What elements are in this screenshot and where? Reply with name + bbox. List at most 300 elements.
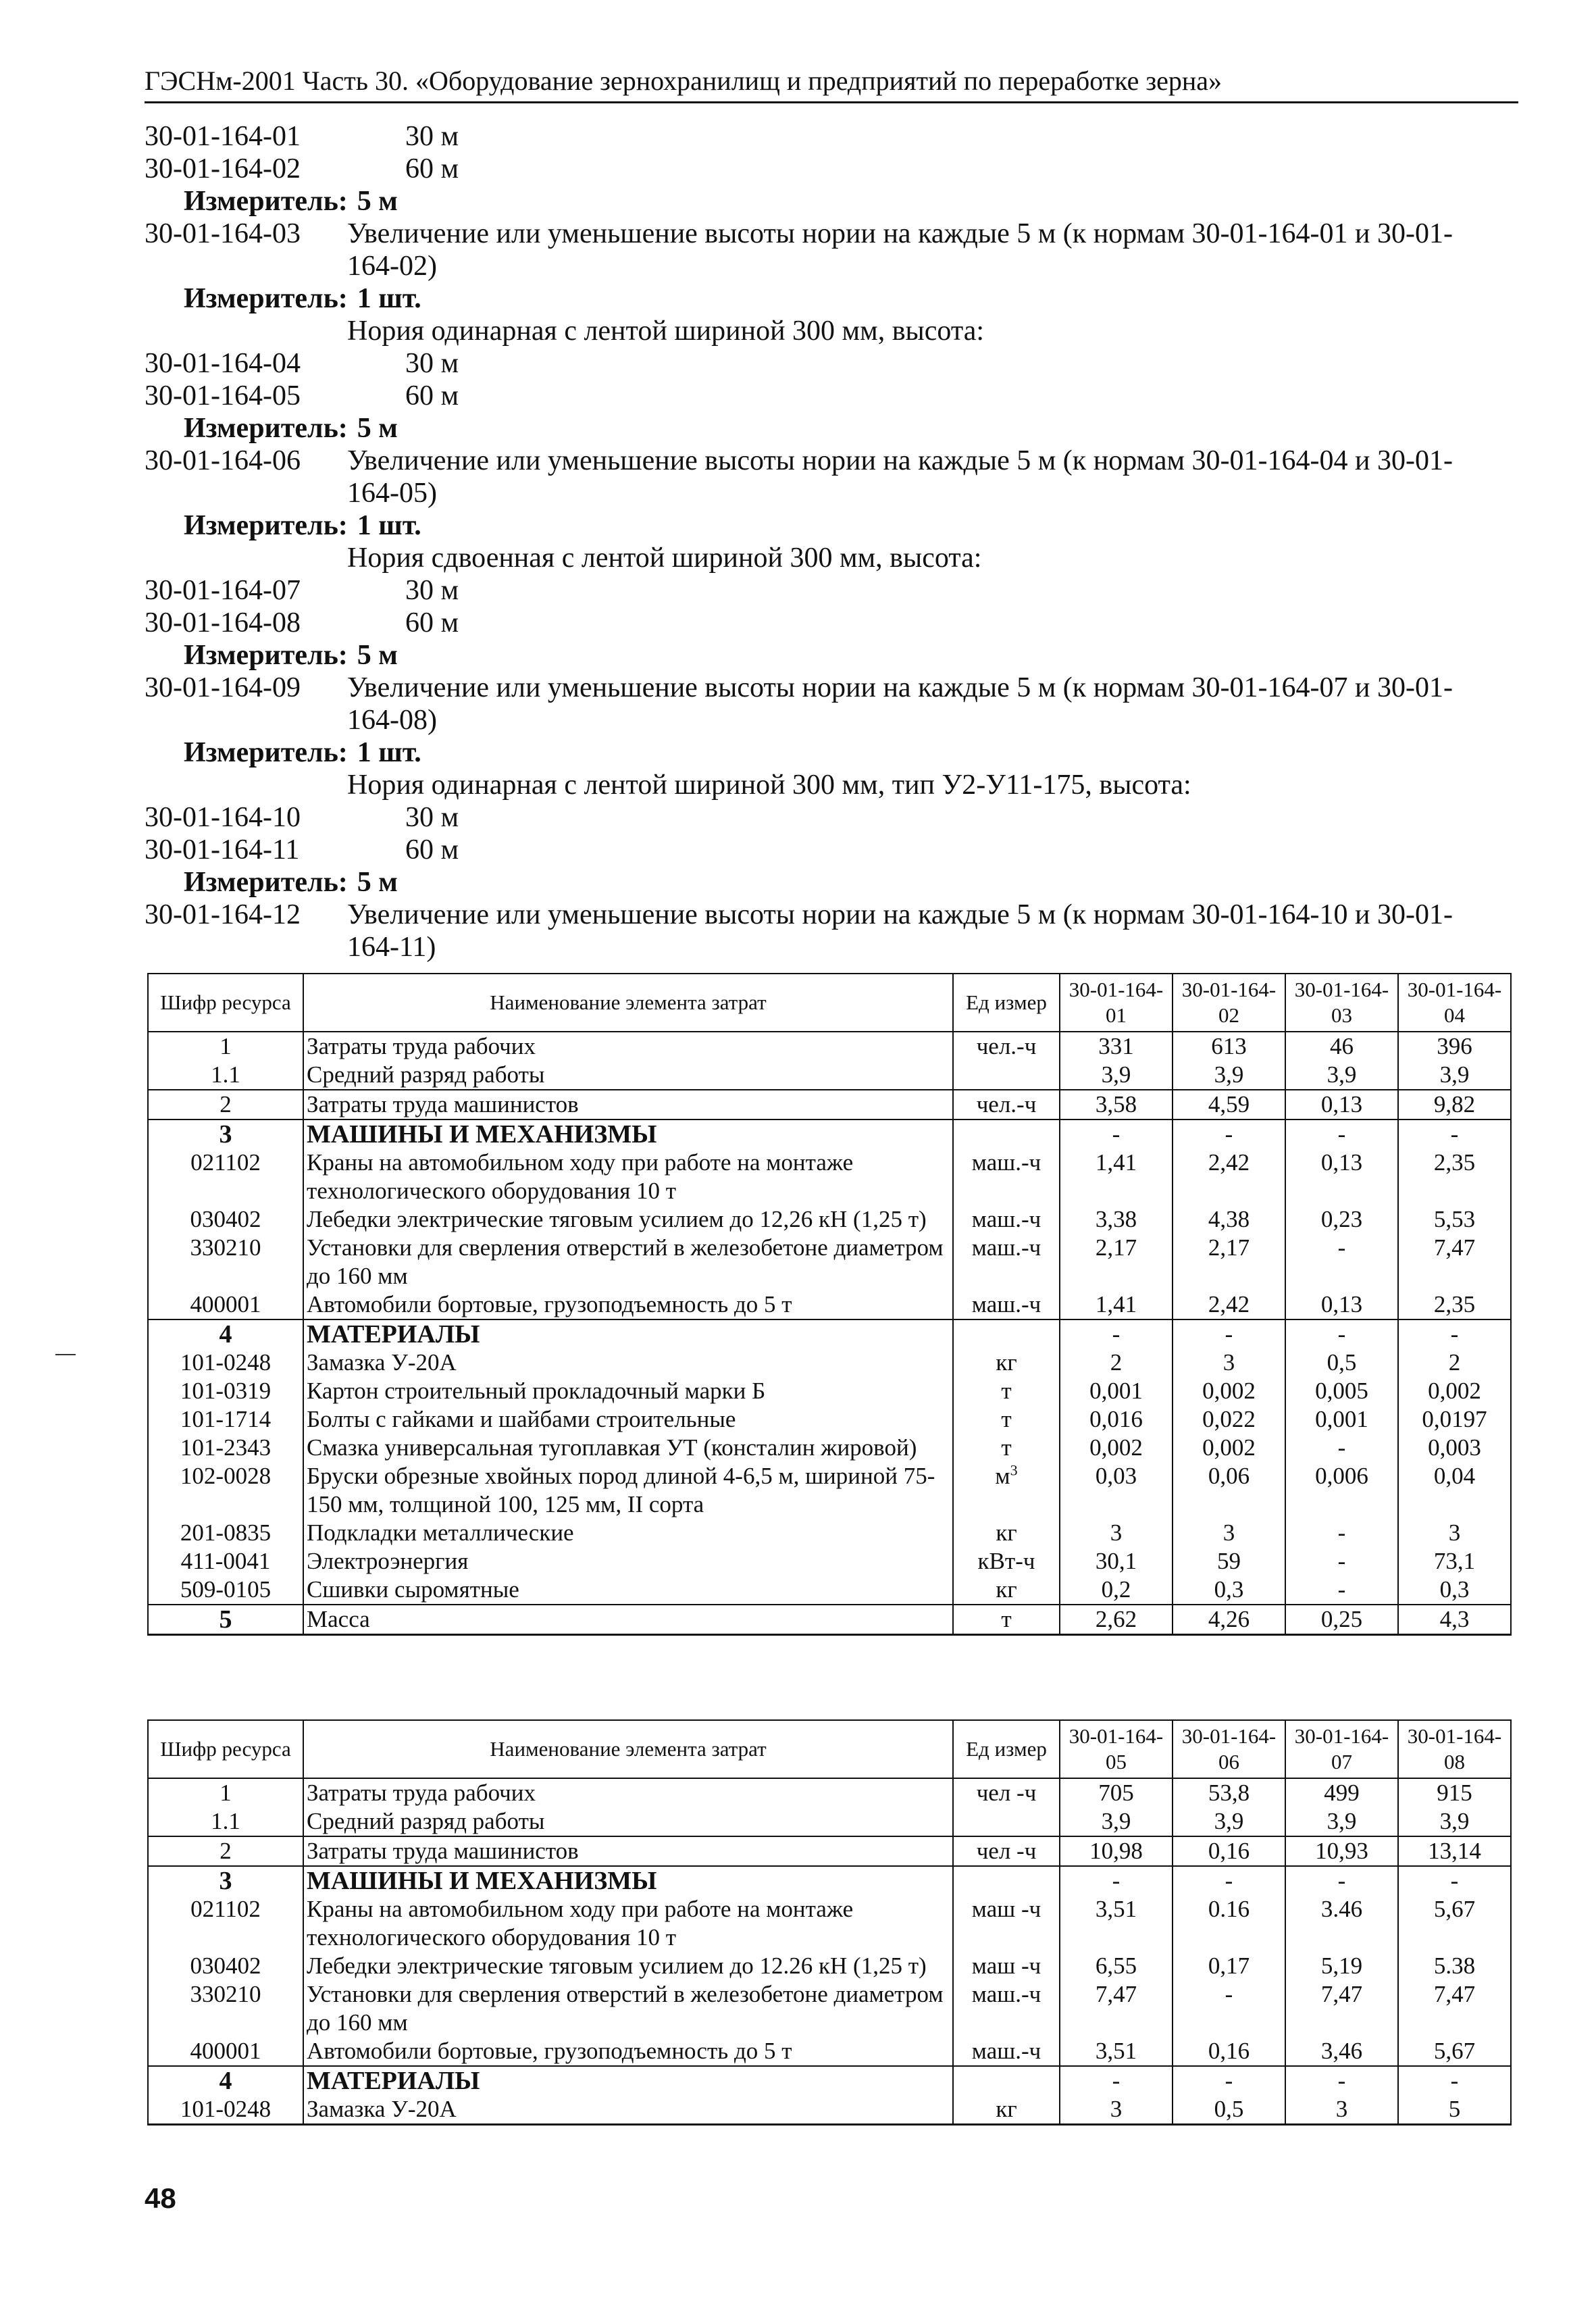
norm-code: 30-01-164-12 (145, 899, 301, 930)
norm-name: 30 м (405, 575, 459, 606)
cell-value: 3 (1060, 1519, 1173, 1547)
cell-value: 2 (1398, 1349, 1511, 1377)
cell-value: 0,003 (1398, 1434, 1511, 1462)
header-divider (145, 101, 1518, 103)
cell-value: 4,3 (1398, 1605, 1511, 1635)
measure-unit (145, 736, 1518, 769)
measure-value: 1 шт. (357, 283, 421, 314)
cell-value: 0,005 (1285, 1377, 1398, 1405)
table-row (148, 1234, 1511, 1290)
cell-value: 0,3 (1173, 1576, 1285, 1605)
cell-code: 1.1 (148, 1807, 303, 1836)
cell-value: 7,47 (1285, 1980, 1398, 2037)
cell-value: 3,9 (1173, 1807, 1285, 1836)
cell-name: Затраты труда машинистов (303, 1090, 953, 1120)
cell-unit (953, 1061, 1060, 1090)
cell-unit: маш.-ч (953, 1205, 1060, 1234)
measure-value: 5 м (357, 413, 398, 444)
table-row (148, 1836, 1511, 1866)
cell-unit (953, 1807, 1060, 1836)
table-row (148, 1807, 1511, 1836)
cell-code: 102-0028 (148, 1462, 303, 1519)
cell-value: 2,62 (1060, 1605, 1173, 1635)
cell-unit: маш.-ч (953, 1290, 1060, 1319)
cell-name: Автомобили бортовые, грузоподъемность до 5 т (303, 2037, 953, 2066)
cell-value: 10,98 (1060, 1836, 1173, 1866)
norm-30-01-164-12 (145, 899, 1518, 931)
cell-value: 4,59 (1173, 1090, 1285, 1120)
cell-value: - (1060, 1120, 1173, 1149)
cell-value: 5,67 (1398, 1895, 1511, 1952)
norm-code: 30-01-164-01 (145, 121, 301, 152)
measure-unit (145, 866, 1518, 899)
norm-30-01-164-11 (145, 834, 1518, 866)
cell-code: 101-0248 (148, 1349, 303, 1377)
cell-value: 7,47 (1060, 1980, 1173, 2037)
cell-code: 1 (148, 1032, 303, 1061)
table-row (148, 1778, 1511, 1807)
cell-value: 4,38 (1173, 1205, 1285, 1234)
measure-label: Измеритель: (184, 867, 348, 898)
table-row (148, 1149, 1511, 1205)
cell-value: - (1060, 2066, 1173, 2095)
cell-code: 4 (148, 2066, 303, 2095)
norm-name: 60 м (405, 153, 459, 184)
cell-name: Смазка универсальная тугоплавкая УТ (консталин жировой) (303, 1434, 953, 1462)
table-row (148, 1349, 1511, 1377)
cell-value: 0,016 (1060, 1405, 1173, 1434)
cell-code: 5 (148, 1605, 303, 1635)
norm-code: 30-01-164-08 (145, 607, 301, 638)
cell-value: - (1060, 1866, 1173, 1895)
norm-text-continued: 164-11) (347, 932, 436, 963)
page-header-title: ГЭСНм-2001 Часть 30. «Оборудование зернохранилищ и предприятий по переработке зерна» (145, 66, 1222, 96)
cell-value: 3 (1285, 2095, 1398, 2125)
cell-unit: кВт-ч (953, 1547, 1060, 1576)
cell-value: 0,04 (1398, 1462, 1511, 1519)
cell-value: 5 (1398, 2095, 1511, 2125)
cell-name: МАШИНЫ И МЕХАНИЗМЫ (303, 1120, 953, 1149)
cell-value: 7,47 (1398, 1234, 1511, 1290)
cell-value: - (1398, 1319, 1511, 1349)
cell-value: 3,51 (1060, 1895, 1173, 1952)
cell-value: 3 (1398, 1519, 1511, 1547)
table-section-row (148, 1866, 1511, 1895)
cell-code: 1 (148, 1778, 303, 1807)
cell-unit: маш.-ч (953, 1980, 1060, 2037)
norm-code: 30-01-164-10 (145, 802, 301, 833)
cell-name: Установки для сверления отверстий в железобетоне диаметром до 160 мм (303, 1234, 953, 1290)
measure-label: Измеритель: (184, 510, 348, 541)
table-row (148, 1462, 1511, 1519)
norm-name: 60 м (405, 834, 459, 865)
cell-unit: маш.-ч (953, 2037, 1060, 2066)
cell-name: Лебедки электрические тяговым усилием до 12.26 кН (1,25 т) (303, 1952, 953, 1980)
cell-value: 13,14 (1398, 1836, 1511, 1866)
cell-value: 0,022 (1173, 1405, 1285, 1434)
cell-value: 0,13 (1285, 1290, 1398, 1319)
cell-value: 0,002 (1173, 1377, 1285, 1405)
col-header-unit: Ед измер (953, 1720, 1060, 1778)
cell-code: 030402 (148, 1952, 303, 1980)
measure-value: 1 шт. (357, 510, 421, 541)
cell-code: 021102 (148, 1895, 303, 1952)
cell-value: 0,06 (1173, 1462, 1285, 1519)
cell-value: 613 (1173, 1032, 1285, 1061)
table-row (148, 1895, 1511, 1952)
cell-value: 915 (1398, 1778, 1511, 1807)
cell-name: Картон строительный прокладочный марки Б (303, 1377, 953, 1405)
cell-code: 1.1 (148, 1061, 303, 1090)
cell-value: 705 (1060, 1778, 1173, 1807)
cell-value: 396 (1398, 1032, 1511, 1061)
cell-value: 0,13 (1285, 1149, 1398, 1205)
cell-code: 2 (148, 1090, 303, 1120)
table-row (148, 1032, 1511, 1061)
cell-name: Установки для сверления отверстий в железобетоне диаметром до 160 мм (303, 1980, 953, 2037)
cell-code: 4 (148, 1319, 303, 1349)
col-header-name: Наименование элемента затрат (303, 974, 953, 1032)
cell-unit: чел.-ч (953, 1090, 1060, 1120)
cell-value: 499 (1285, 1778, 1398, 1807)
cell-name: Замазка У-20А (303, 1349, 953, 1377)
norm-30-01-164-08 (145, 607, 1518, 639)
cell-value: - (1285, 1576, 1398, 1605)
cell-value: 0,001 (1060, 1377, 1173, 1405)
cell-value: 3,9 (1285, 1807, 1398, 1836)
table-row (148, 1547, 1511, 1576)
cell-unit: т (953, 1434, 1060, 1462)
cell-value: - (1398, 1120, 1511, 1149)
table-row (148, 1519, 1511, 1547)
cell-name: Затраты труда рабочих (303, 1778, 953, 1807)
cell-unit: кг (953, 1576, 1060, 1605)
measure-unit (145, 282, 1518, 315)
col-header-unit: Ед измер (953, 974, 1060, 1032)
col-header-code: Шифр ресурса (148, 974, 303, 1032)
cell-value: 6,55 (1060, 1952, 1173, 1980)
col-header-code: Шифр ресурса (148, 1720, 303, 1778)
cell-value: 3,9 (1060, 1061, 1173, 1090)
norm-name: 60 м (405, 607, 459, 638)
cell-value: 0,5 (1285, 1349, 1398, 1377)
cell-value: - (1173, 1980, 1285, 2037)
measure-value: 1 шт. (357, 737, 421, 768)
cell-name: Краны на автомобильном ходу при работе на монтаже технологического оборудования 10 т (303, 1895, 953, 1952)
cell-code: 201-0835 (148, 1519, 303, 1547)
col-header-norm: 30-01-164-07 (1285, 1720, 1398, 1778)
cell-value: 10,93 (1285, 1836, 1398, 1866)
cell-value: 0,002 (1398, 1377, 1511, 1405)
cell-code: 101-1714 (148, 1405, 303, 1434)
cell-name: Затраты труда рабочих (303, 1032, 953, 1061)
cell-unit: кг (953, 1349, 1060, 1377)
unit-superscript: 3 (1010, 1461, 1018, 1479)
norm-30-01-164-02 (145, 153, 1518, 185)
table-row (148, 1952, 1511, 1980)
measure-label: Измеритель: (184, 737, 348, 768)
cell-value: 1,41 (1060, 1149, 1173, 1205)
col-header-norm: 30-01-164-03 (1285, 974, 1398, 1032)
cell-value: 5,53 (1398, 1205, 1511, 1234)
norm-text: Увеличение или уменьшение высоты нории на каждые 5 м (к нормам 30-01-164-10 и 30-01- (347, 899, 1453, 930)
cell-value: 2,17 (1060, 1234, 1173, 1290)
cell-unit (953, 1866, 1060, 1895)
cell-unit: чел -ч (953, 1836, 1060, 1866)
col-header-norm: 30-01-164-01 (1060, 974, 1173, 1032)
measure-unit (145, 412, 1518, 445)
table-header-row (148, 974, 1511, 1032)
cell-name: Электроэнергия (303, 1547, 953, 1576)
cell-value: 4,26 (1173, 1605, 1285, 1635)
cell-value: 59 (1173, 1547, 1285, 1576)
cell-value: 53,8 (1173, 1778, 1285, 1807)
table-row (148, 1090, 1511, 1120)
table-header-row (148, 1720, 1511, 1778)
table-row (148, 1605, 1511, 1635)
cell-name: Бруски обрезные хвойных пород длиной 4-6,5 м, шириной 75-150 мм, толщиной 100, 125 мм, II сорта (303, 1462, 953, 1519)
table-section-row (148, 1319, 1511, 1349)
cell-value: - (1285, 1866, 1398, 1895)
cell-value: - (1285, 1120, 1398, 1149)
cell-value: 3,9 (1285, 1061, 1398, 1090)
norm-name: 30 м (405, 121, 459, 152)
cell-value: - (1173, 1319, 1285, 1349)
cell-value: 3,38 (1060, 1205, 1173, 1234)
cell-unit: т (953, 1405, 1060, 1434)
cell-code: 101-2343 (148, 1434, 303, 1462)
cell-value: 0,0197 (1398, 1405, 1511, 1434)
cell-name: Лебедки электрические тяговым усилием до 12,26 кН (1,25 т) (303, 1205, 953, 1234)
cell-value: 46 (1285, 1032, 1398, 1061)
cell-value: 3 (1173, 1349, 1285, 1377)
norm-30-01-164-04 (145, 347, 1518, 380)
col-header-name: Наименование элемента затрат (303, 1720, 953, 1778)
cell-unit (953, 2066, 1060, 2095)
measure-label: Измеритель: (184, 186, 348, 217)
table-row (148, 1980, 1511, 2037)
measure-unit (145, 639, 1518, 672)
cell-unit: чел.-ч (953, 1032, 1060, 1061)
cell-unit: т (953, 1377, 1060, 1405)
cell-code: 411-0041 (148, 1547, 303, 1576)
cell-unit: кг (953, 1519, 1060, 1547)
table-row (148, 1434, 1511, 1462)
norm-text-continued: 164-02) (347, 251, 437, 282)
cell-unit: маш.-ч (953, 1234, 1060, 1290)
cell-value: - (1173, 1866, 1285, 1895)
norm-group-description: Нория одинарная с лентой шириной 300 мм, высота: (347, 316, 985, 347)
scan-edge-mark (55, 1354, 76, 1355)
cell-value: 3 (1060, 2095, 1173, 2125)
cell-value: 2,17 (1173, 1234, 1285, 1290)
cell-value: 0,25 (1285, 1605, 1398, 1635)
cell-name: Средний разряд работы (303, 1807, 953, 1836)
cell-value: 3 (1173, 1519, 1285, 1547)
cell-name: МАТЕРИАЛЫ (303, 1319, 953, 1349)
cell-name: Средний разряд работы (303, 1061, 953, 1090)
cell-value: 3,9 (1398, 1061, 1511, 1090)
col-header-norm: 30-01-164-02 (1173, 974, 1285, 1032)
col-header-norm: 30-01-164-05 (1060, 1720, 1173, 1778)
cell-name: Краны на автомобильном ходу при работе на монтаже технологического оборудования 10 т (303, 1149, 953, 1205)
measure-label: Измеритель: (184, 413, 348, 444)
table-section-row (148, 1120, 1511, 1149)
norm-30-01-164-01 (145, 120, 1518, 153)
cell-value: 0,16 (1173, 1836, 1285, 1866)
unit-text: м (995, 1463, 1010, 1489)
table-row (148, 2095, 1511, 2125)
norm-text: Увеличение или уменьшение высоты нории на каждые 5 м (к нормам 30-01-164-07 и 30-01- (347, 672, 1453, 703)
cell-name: МАТЕРИАЛЫ (303, 2066, 953, 2095)
cell-value: - (1285, 1434, 1398, 1462)
cell-code: 021102 (148, 1149, 303, 1205)
cell-value: 331 (1060, 1032, 1173, 1061)
cell-value: 0,03 (1060, 1462, 1173, 1519)
cell-value: 9,82 (1398, 1090, 1511, 1120)
cell-unit (953, 1120, 1060, 1149)
cell-code: 030402 (148, 1205, 303, 1234)
cell-value: 3,9 (1173, 1061, 1285, 1090)
cell-value: 2,35 (1398, 1290, 1511, 1319)
cell-code: 400001 (148, 2037, 303, 2066)
table-row (148, 1205, 1511, 1234)
table-section-row (148, 2066, 1511, 2095)
cell-code: 330210 (148, 1980, 303, 2037)
norm-30-01-164-03 (145, 218, 1518, 250)
cell-value: 5,19 (1285, 1952, 1398, 1980)
norm-30-01-164-10 (145, 801, 1518, 834)
cost-table-2 (147, 1719, 1512, 2126)
table-row (148, 1377, 1511, 1405)
measure-label: Измеритель: (184, 640, 348, 671)
cell-code: 3 (148, 1120, 303, 1149)
cell-value: 3,46 (1285, 2037, 1398, 2066)
cell-value: 3,58 (1060, 1090, 1173, 1120)
table-row (148, 2037, 1511, 2066)
table-row (148, 1061, 1511, 1090)
cell-value: 1,41 (1060, 1290, 1173, 1319)
cell-code: 2 (148, 1836, 303, 1866)
cell-value: 30,1 (1060, 1547, 1173, 1576)
cell-value: 5.38 (1398, 1952, 1511, 1980)
cell-value: 3,9 (1060, 1807, 1173, 1836)
measure-unit (145, 509, 1518, 542)
norm-code: 30-01-164-09 (145, 672, 301, 703)
cell-value: - (1285, 2066, 1398, 2095)
cell-value: - (1060, 1319, 1173, 1349)
norm-30-01-164-09 (145, 672, 1518, 704)
cell-value: 2,42 (1173, 1149, 1285, 1205)
cell-value: 73,1 (1398, 1547, 1511, 1576)
cell-value: - (1285, 1547, 1398, 1576)
cell-value: 0,16 (1173, 2037, 1285, 2066)
cell-name: Сшивки сыромятные (303, 1576, 953, 1605)
cell-code: 101-0319 (148, 1377, 303, 1405)
norm-30-01-164-06 (145, 445, 1518, 477)
col-header-norm: 30-01-164-04 (1398, 974, 1511, 1032)
cell-value: 2 (1060, 1349, 1173, 1377)
page-number: 48 (145, 2182, 176, 2214)
cell-value: - (1285, 1319, 1398, 1349)
cell-name: МАШИНЫ И МЕХАНИЗМЫ (303, 1866, 953, 1895)
cell-value: 3,9 (1398, 1807, 1511, 1836)
cost-table-1 (147, 973, 1512, 1636)
measure-value: 5 м (357, 867, 398, 898)
cell-value: 0,001 (1285, 1405, 1398, 1434)
cell-value: 0,006 (1285, 1462, 1398, 1519)
cell-value: 2,35 (1398, 1149, 1511, 1205)
norm-30-01-164-05 (145, 380, 1518, 412)
measure-value: 5 м (357, 640, 398, 671)
cell-unit (953, 1462, 1060, 1519)
norm-30-01-164-07 (145, 574, 1518, 607)
cell-unit: маш.-ч (953, 1149, 1060, 1205)
cell-name: Замазка У-20А (303, 2095, 953, 2125)
norm-name: 60 м (405, 380, 459, 411)
cell-value: 3,51 (1060, 2037, 1173, 2066)
measure-value: 5 м (357, 186, 398, 217)
cell-value: 0,17 (1173, 1952, 1285, 1980)
cell-value: 0,2 (1060, 1576, 1173, 1605)
cell-value: - (1285, 1519, 1398, 1547)
norm-text-continued: 164-05) (347, 478, 437, 509)
norm-text-continued: 164-08) (347, 705, 437, 736)
cell-value: 0,13 (1285, 1090, 1398, 1120)
cell-value: 0,5 (1173, 2095, 1285, 2125)
norm-name: 30 м (405, 348, 459, 379)
norm-group-description: Нория сдвоенная с лентой шириной 300 мм, высота: (347, 543, 982, 574)
norm-code: 30-01-164-03 (145, 218, 301, 249)
norm-code: 30-01-164-04 (145, 348, 301, 379)
cell-value: - (1398, 2066, 1511, 2095)
cell-name: Болты с гайками и шайбами строительные (303, 1405, 953, 1434)
norm-code: 30-01-164-06 (145, 445, 301, 476)
cell-value: 0,23 (1285, 1205, 1398, 1234)
cell-value: - (1285, 1234, 1398, 1290)
measure-unit (145, 185, 1518, 218)
cell-name: Подкладки металлические (303, 1519, 953, 1547)
cell-value: - (1398, 1866, 1511, 1895)
measure-label: Измеритель: (184, 283, 348, 314)
cell-value: 5,67 (1398, 2037, 1511, 2066)
cell-code: 400001 (148, 1290, 303, 1319)
cell-value: 0,3 (1398, 1576, 1511, 1605)
cell-name: Масса (303, 1605, 953, 1635)
table-row (148, 1290, 1511, 1319)
cell-unit: чел -ч (953, 1778, 1060, 1807)
cell-unit: маш -ч (953, 1895, 1060, 1952)
norm-text: Увеличение или уменьшение высоты нории на каждые 5 м (к нормам 30-01-164-04 и 30-01- (347, 445, 1453, 476)
norm-code: 30-01-164-02 (145, 153, 301, 184)
cell-value: 3.46 (1285, 1895, 1398, 1952)
table-row (148, 1405, 1511, 1434)
cell-value: - (1173, 1120, 1285, 1149)
norm-name: 30 м (405, 802, 459, 833)
norm-code: 30-01-164-07 (145, 575, 301, 606)
col-header-norm: 30-01-164-06 (1173, 1720, 1285, 1778)
col-header-norm: 30-01-164-08 (1398, 1720, 1511, 1778)
cell-name: Автомобили бортовые, грузоподъемность до 5 т (303, 1290, 953, 1319)
cell-value: 0,002 (1060, 1434, 1173, 1462)
cell-name: Затраты труда машинистов (303, 1836, 953, 1866)
norm-code: 30-01-164-05 (145, 380, 301, 411)
cell-code: 330210 (148, 1234, 303, 1290)
norm-code: 30-01-164-11 (145, 834, 300, 865)
norm-text: Увеличение или уменьшение высоты нории на каждые 5 м (к нормам 30-01-164-01 и 30-01- (347, 218, 1453, 249)
cell-code: 509-0105 (148, 1576, 303, 1605)
cell-unit: т (953, 1605, 1060, 1635)
